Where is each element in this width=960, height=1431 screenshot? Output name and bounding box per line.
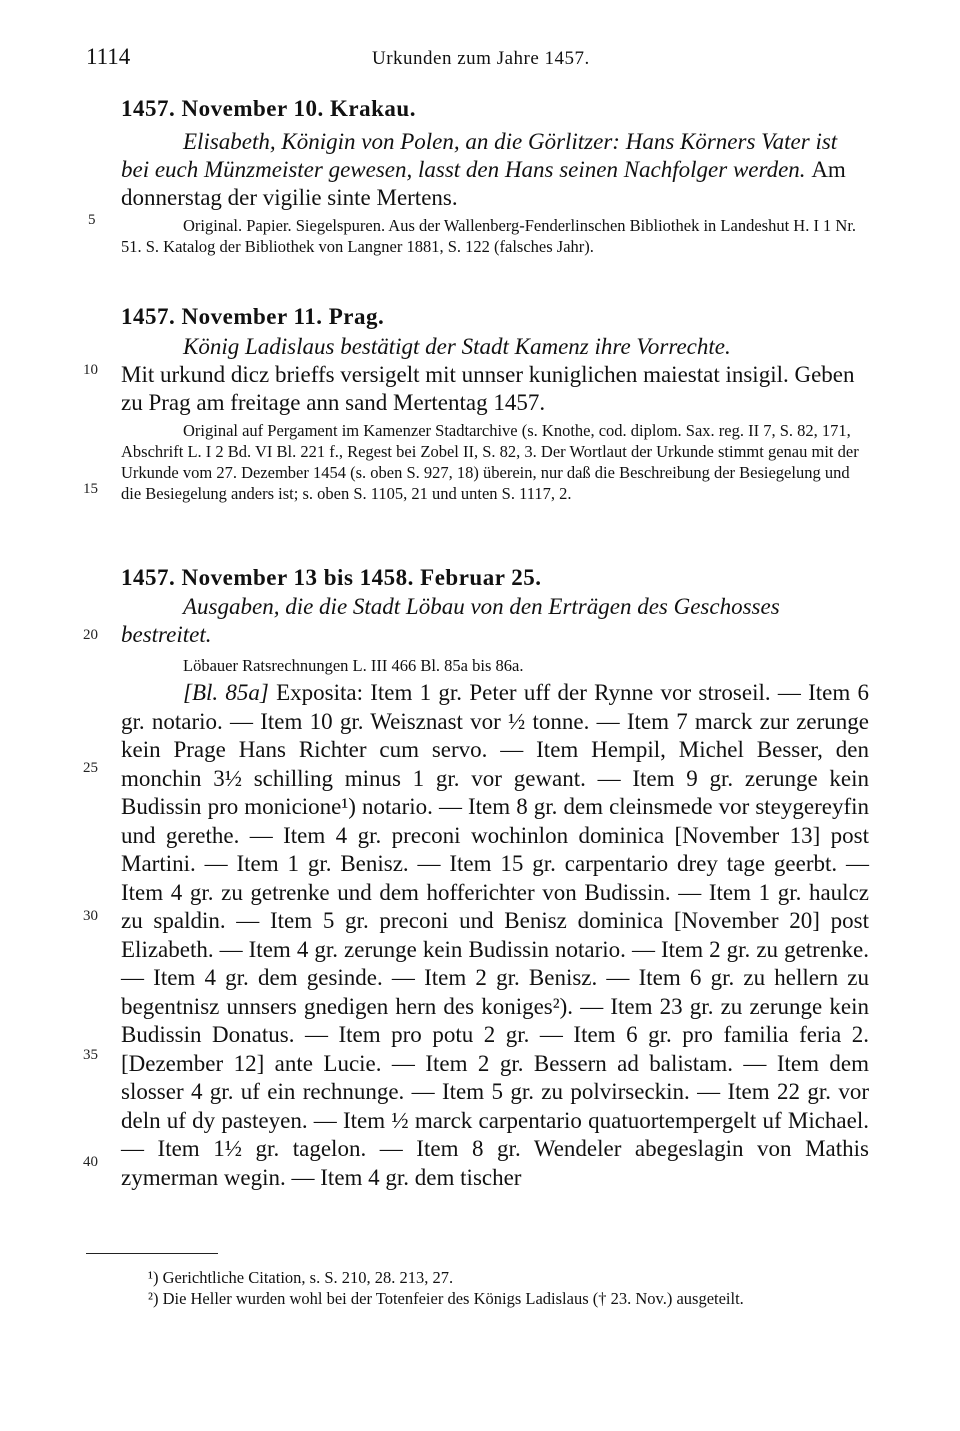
line-number: 10 <box>83 362 98 378</box>
line-number: 25 <box>83 760 98 776</box>
line-number: 35 <box>83 1047 98 1063</box>
folio-marker: [Bl. 85a] <box>183 680 269 705</box>
entry-regest: Ausgaben, die die Stadt Löbau von den Erträgen des Geschosses bestreitet. <box>121 594 780 647</box>
entry-text: Exposita: Item 1 gr. Peter uff der Rynne vor stroseil. — Item 6 gr. notario. — Item 10 gr. Weisznast vor ½ tonne. — Item 7 marck zur zerunge kein Prage Hans Richter cum servo. — Item Hempil, Michel Besser, den monchin 3½ schilling minus 1 gr. vor gewant. — Item 9 gr. zerunge kein Budissin pro monicione¹) notario. — Item 8 gr. dem cleinsmede vor steygereyfin und gerethe. — Item 4 gr. preconi wochinlon dominica [November 13] post Martini. — Item 1 gr. Benisz. — Item 15 gr. carpentario drey tage geerbt. — Item 4 gr. zu getrenke und dem hofferichter von Budissin. — Item 1 gr. haulcz zu spaldin. — Item 5 gr. preconi und Benisz dominica [November 20] post Elizabeth. — Item 4 gr. zerunge kein Budissin notario. — Item 2 gr. zu getrenke. — Item 4 gr. dem gesinde. — Item 2 gr. Benisz. — Item 6 gr. zu hellern zu begentnisz unnsers gnedigen hern des koniges²). — Item 23 gr. zu zerunge kein Budissin Donatus. — Item pro potu 2 gr. — Item 6 gr. pro familia feria 2. [Dezember 12] ante Lucie. — Item 2 gr. Bessern ad balistam. — Item dem slosser 4 gr. uf ein rechnunge. — Item 5 gr. zu polvirseckin. — Item 22 gr. vor deln uf dy pasteyen. — Item ½ marck carpentario quatuortempergelt uf Michael. — Item 1½ gr. tagelon. — Item 8 gr. Wendeler abegeslagin von Mathis zymerman wegin. — Item 4 gr. dem tischer <box>121 680 870 1190</box>
footnote-rule <box>86 1253 218 1254</box>
line-number: 40 <box>83 1154 98 1170</box>
footnotes <box>86 1267 876 1309</box>
entry-heading: 1457. November 13 bis 1458. Februar 25. <box>121 565 542 590</box>
entry-heading: 1457. November 11. Prag. <box>121 304 385 329</box>
line-number: 20 <box>83 627 98 643</box>
entry-note: Löbauer Ratsrechnungen L. III 466 Bl. 85a bis 86a. <box>183 656 524 675</box>
entry-regest: König Ladislaus bestätigt der Stadt Kamenz ihre Vorrechte. <box>183 334 731 359</box>
footnote-2: ²) Die Heller wurden wohl bei der Totenfeier des Königs Ladislaus († 23. Nov.) ausgeteilt. <box>148 1289 744 1308</box>
line-number: 15 <box>83 481 98 497</box>
entry-regest-text: Elisabeth, Königin von Polen, an die Görlitzer: Hans Körners Vater ist bei euch Münzmeister gewesen, lasst den Hans seinen Nachfolger werden. <box>121 129 838 182</box>
entry-text: Mit urkund dicz brieffs versigelt mit unnser kuniglichen maiestat insigil. Geben zu Prag am freitage ann sand Mertentag 1457. <box>121 362 855 415</box>
entry-regest <box>121 128 869 212</box>
running-head: Urkunden zum Jahre 1457. <box>372 48 590 69</box>
entry-text: Am donnerstag der vigilie sinte Mertens. <box>121 157 846 210</box>
page-number: 1114 <box>86 44 131 69</box>
entry-heading: 1457. November 10. Krakau. <box>121 96 416 121</box>
entry-1457-11-10 <box>121 94 869 257</box>
entry-1457-11-13 <box>121 563 869 1192</box>
footnote-1: ¹) Gerichtliche Citation, s. S. 210, 28. 213, 27. <box>148 1268 454 1287</box>
line-number: 30 <box>83 908 98 924</box>
entry-note: Original. Papier. Siegelspuren. Aus der Wallenberg-Fenderlinschen Bibliothek in Landeshut H. I 1 Nr. 51. S. Katalog der Bibliothek von Langner 1881, S. 122 (falsches Jahr). <box>121 216 857 256</box>
entry-1457-11-11 <box>121 302 869 504</box>
entry-accounts <box>121 679 869 1192</box>
entry-note: Original auf Pergament im Kamenzer Stadtarchive (s. Knothe, cod. diplom. Sax. reg. II 7, S. 82, 171, Abschrift L. I 2 Bd. VI Bl. 221 f., Regest bei Zobel II, S. 82, 3. Der Wortlaut der Urkunde stimmt genau mit der Urkunde vom 27. Dezember 1454 (s. oben S. 927, 18) überein, nur daß die Beschreibung der Besiegelung und die Besiegelung anders ist; s. oben S. 1105, 21 und unten S. 1117, 2. <box>121 421 859 503</box>
line-number: 5 <box>88 212 96 228</box>
